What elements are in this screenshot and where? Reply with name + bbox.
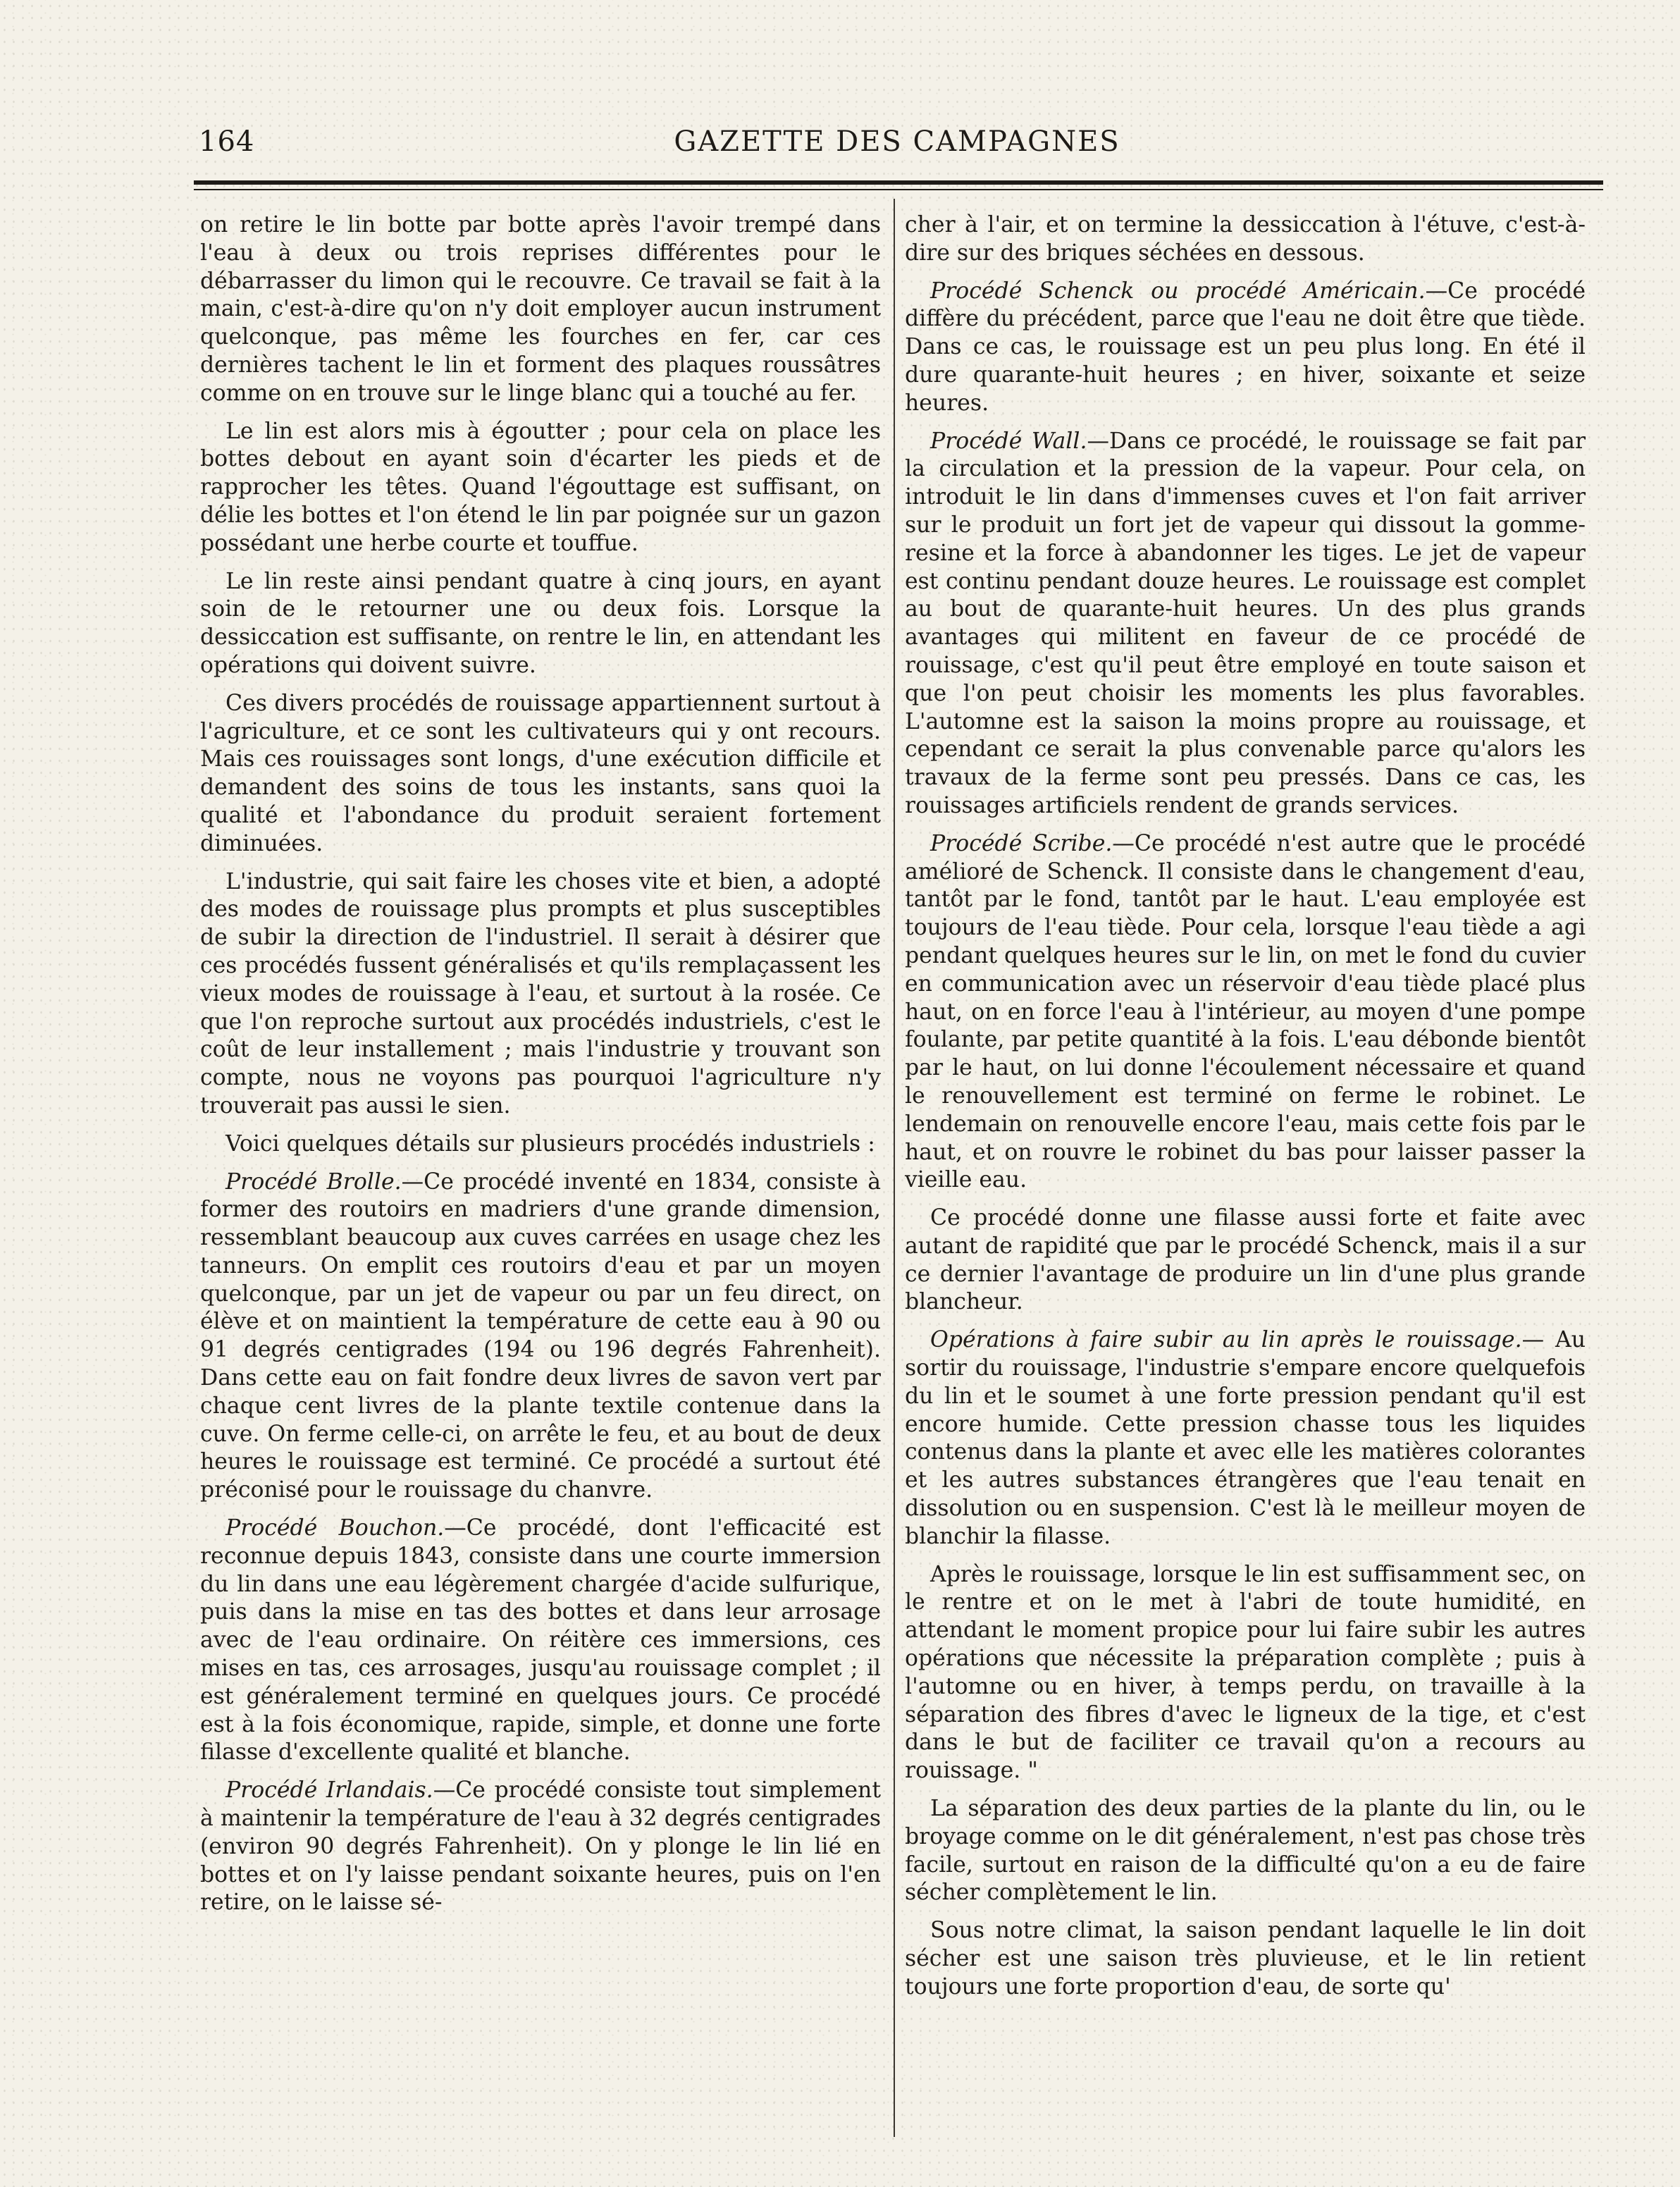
paragraph-text: —Ce procédé consiste tout simplement à maintenir la température de l'eau à 32 degrés centigrades (environ 90 degrés Fahrenheit). On y plonge le lin lié en bottes et on l'y laisse pendant soixante heures, puis on l'en retire, on le laisse sé-	[200, 1778, 882, 1916]
procedure-name: Procédé Brolle.	[226, 1169, 402, 1195]
procedure-name: Opérations à faire subir au lin après le rouissage.	[930, 1327, 1522, 1353]
paragraph-text: Sous notre climat, la saison pendant laquelle le lin doit sécher est une saison très pluvieuse, et le lin retient toujours une forte proportion d'eau, de sorte qu'	[905, 1918, 1586, 2000]
paragraph-text: —Ce procédé, dont l'efficacité est reconnue depuis 1843, consiste dans une courte immersion du lin dans une eau légèrement chargée d'acide sulfurique, puis dans la mise en tas des bottes et dans leur arrosage avec de l'eau ordinaire. On réitère ces immersions, ces mises en tas, ces arrosages, jusqu'au rouissage complet ; il est généralement terminé en quelques jours. Ce procédé est à la fois économique, rapide, simple, et donne une forte filasse d'excellente qualité et blanche.	[200, 1515, 881, 1766]
procedure-paragraph	[905, 428, 1586, 820]
article-paragraph	[905, 1795, 1586, 1907]
procedure-paragraph	[200, 1515, 881, 1767]
article-paragraph	[905, 1917, 1586, 2001]
procedure-name: Procédé Wall.	[930, 428, 1087, 454]
left-column	[200, 211, 881, 1927]
running-title: GAZETTE DES CAMPAGNES	[674, 125, 1120, 158]
right-column	[905, 211, 1586, 2012]
procedure-paragraph	[200, 1169, 881, 1505]
article-paragraph	[200, 568, 881, 680]
paragraph-text: La séparation des deux parties de la plante du lin, ou le broyage comme on le dit généralement, n'est pas chose très facile, surtout en raison de la difficulté qu'on a eu de faire sécher complètement le lin.	[905, 1796, 1586, 1906]
paragraph-text: —Ce procédé n'est autre que le procédé amélioré de Schenck. Il consiste dans le changement d'eau, tantôt par le fond, tantôt par le haut. L'eau employée est toujours de l'eau tiède. Pour cela, lorsque l'eau tiède a agi pendant quelques heures sur le lin, on met le fond du cuvier en communication avec un réservoir d'eau tiède placé plus haut, on en force l'eau à l'intérieur, au moyen d'une pompe foulante, par petite quantité à la fois. L'eau débonde bientôt par le haut, on lui donne l'écoulement nécessaire et quand le renouvellement est terminé on ferme le robinet. Le lendemain on renouvelle encore l'eau, mais cette fois par le haut, et on rouvre le robinet du bas pour laisser passer la vieille eau.	[905, 830, 1586, 1193]
paragraph-text: cher à l'air, et on termine la dessiccation à l'étuve, c'est-à-dire sur des briques séchées en dessous.	[905, 212, 1586, 266]
paragraph-text: L'industrie, qui sait faire les choses vite et bien, a adopté des modes de rouissage plus prompts et plus susceptibles de subir la direction de l'industriel. Il serait à désirer que ces procédés fussent généralisés et qu'ils remplaçassent les vieux modes de rouissage à l'eau, et surtout à la rosée. Ce que l'on reproche surtout aux procédés industriels, c'est le coût de leur installement ; mais l'industrie y trouvant son compte, nous ne voyons pas pourquoi l'agriculture n'y trouverait pas aussi le sien.	[200, 868, 881, 1119]
procedure-name: Procédé Schenck ou procédé Américain.	[930, 278, 1426, 304]
article-paragraph	[200, 211, 881, 408]
paragraph-text: Le lin est alors mis à égoutter ; pour cela on place les bottes debout en ayant soin d'écarter les pieds et de rapprocher les têtes. Quand l'égouttage est suffisant, on délie les bottes et l'on étend le lin par poignée sur un gazon possédant une herbe courte et touffue.	[200, 418, 881, 556]
paragraph-text: Après le rouissage, lorsque le lin est suffisamment sec, on le rentre et on le met à l'abri de toute humidité, en attendant le moment propice pour lui faire subir les autres opérations que nécessite la préparation complète ; puis à l'automne ou en hiver, à temps perdu, on travaille à la séparation des fibres d'avec le ligneux de la tige, et c'est dans le but de faciliter ce travail qu'on a recours au rouissage. "	[905, 1561, 1586, 1784]
header-rule-thin	[194, 189, 1603, 190]
header-rule-thick	[194, 180, 1603, 185]
procedure-name: Procédé Irlandais.	[226, 1778, 433, 1804]
article-paragraph	[905, 1561, 1586, 1785]
paragraph-text: Le lin reste ainsi pendant quatre à cinq jours, en ayant soin de le retourner une ou deux fois. Lorsque la dessiccation est suffisante, on rentre le lin, en attendant les opérations qui doivent suivre.	[200, 568, 881, 678]
article-paragraph	[200, 868, 881, 1121]
paragraph-text: —Ce procédé diffère du précédent, parce que l'eau ne doit être que tiède. Dans ce cas, le rouissage est un peu plus long. En été il dure quarante-huit heures ; en hiver, soixante et seize heures.	[905, 278, 1586, 416]
paragraph-text: on retire le lin botte par botte après l'avoir trempé dans l'eau à deux ou trois reprises différentes pour le débarrasser du limon qui le recouvre. Ce travail se fait à la main, c'est-à-dire qu'on n'y doit employer aucun instrument quelconque, pas même les fourches en fer, car ces dernières tachent le lin et forment des plaques roussâtres comme on en trouve sur le linge blanc qui a touché au fer.	[200, 212, 881, 406]
page-header	[196, 125, 1598, 168]
procedure-name: Procédé Scribe.	[930, 830, 1113, 856]
article-paragraph	[200, 418, 881, 558]
column-divider	[894, 199, 895, 2137]
paragraph-text: Ce procédé donne une filasse aussi forte et faite avec autant de rapidité que par le procédé Schenck, mais il a sur ce dernier l'avantage de produire un lin d'une plus grande blancheur.	[905, 1205, 1586, 1315]
article-paragraph	[200, 690, 881, 858]
paragraph-text: — Au sortir du rouissage, l'industrie s'empare encore quelquefois du lin et le soumet à une forte pression pendant qu'il est encore humide. Cette pression chasse tous les liquides contenus dans la plante et avec elle les matières colorantes et les autres substances étrangères que l'eau tenait en dissolution ou en suspension. C'est là le meilleur moyen de blanchir la filasse.	[905, 1327, 1586, 1549]
paragraph-text: —Dans ce procédé, le rouissage se fait par la circulation et la pression de la vapeur. Pour cela, on introduit le lin dans d'immenses cuves et l'on fait arriver sur le produit un fort jet de vapeur qui dissout la gomme-resine et la force à abandonner les tiges. Le jet de vapeur est continu pendant douze heures. Le rouissage est complet au bout de quarante-huit heures. Un des plus grands avantages qui militent en faveur de ce procédé de rouissage, c'est qu'il peut être employé en toute saison et que l'on peut choisir les moments les plus favorables. L'automne est la saison la moins propre au rouissage, et cependant ce serait la plus convenable parce qu'alors les travaux de la ferme sont peu pressés. Dans ce cas, les rouissages artificiels rendent de grands services.	[905, 428, 1586, 818]
procedure-name: Procédé Bouchon.	[226, 1515, 445, 1541]
paragraph-text: —Ce procédé inventé en 1834, consiste à former des routoirs en madriers d'une grande dimension, ressemblant beaucoup aux cuves carrées en usage chez les tanneurs. On emplit ces routoirs d'eau et par un moyen quelconque, par un jet de vapeur ou par un feu direct, on élève et on maintient la température de cette eau à 90 ou 91 degrés centigrades (194 ou 196 degrés Fahrenheit). Dans cette eau on fait fondre deux livres de savon vert par chaque cent livres de la plante textile contenue dans la cuve. On ferme celle-ci, on arrête le feu, et au bout de deux heures le rouissage est terminé. Ce procédé a surtout été préconisé pour le rouissage du chanvre.	[200, 1169, 881, 1503]
article-paragraph	[905, 211, 1586, 268]
article-paragraph	[200, 1131, 881, 1159]
procedure-paragraph	[905, 278, 1586, 418]
procedure-paragraph	[905, 1326, 1586, 1551]
article-paragraph	[905, 1205, 1586, 1317]
procedure-paragraph	[200, 1777, 881, 1917]
page-number: 164	[199, 125, 255, 158]
procedure-paragraph	[905, 830, 1586, 1195]
paragraph-text: Voici quelques détails sur plusieurs procédés industriels :	[226, 1131, 875, 1157]
paragraph-text: Ces divers procédés de rouissage appartiennent surtout à l'agriculture, et ce sont les cultivateurs qui y ont recours. Mais ces rouissages sont longs, d'une exécution difficile et demandent des soins de tous les instants, sans quoi la qualité et l'abondance du produit seraient fortement diminuées.	[200, 690, 881, 856]
